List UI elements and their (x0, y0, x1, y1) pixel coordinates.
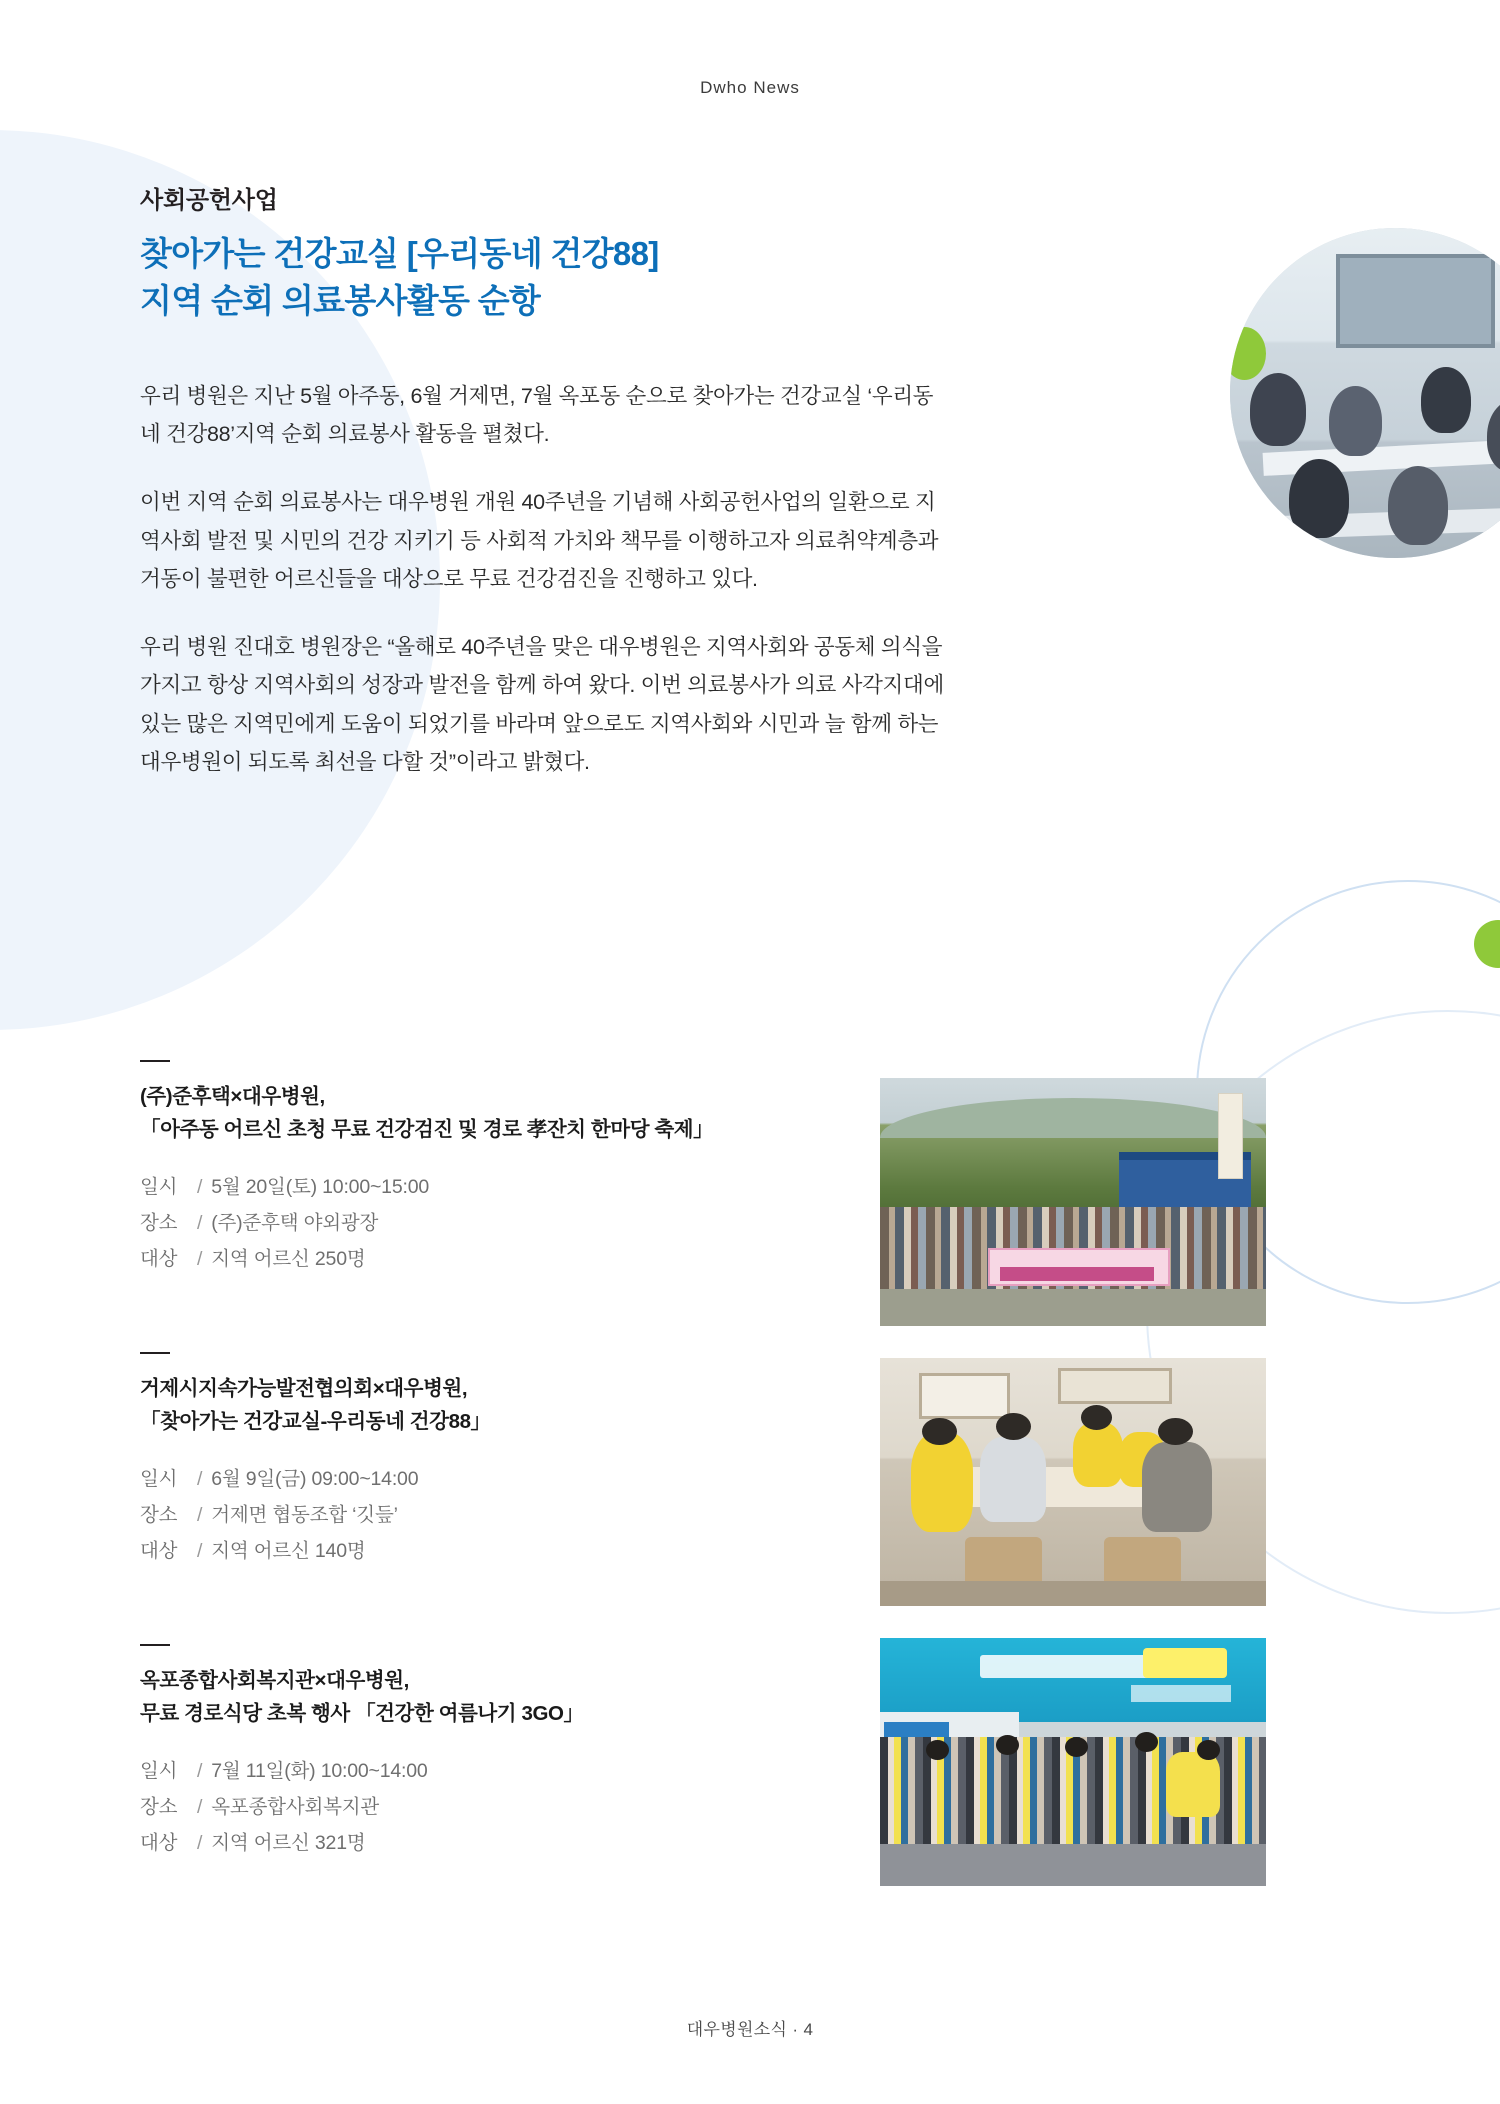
photo-wall-frame (919, 1373, 1010, 1419)
detail-row (140, 1534, 840, 1570)
photo-person-head (926, 1740, 949, 1760)
photo-okpo-3go-event (880, 1638, 1266, 1886)
detail-row (140, 1462, 840, 1498)
photo-person-head (1158, 1418, 1193, 1445)
detail-row (140, 1826, 840, 1862)
detail-label: 대상 (140, 1540, 178, 1563)
page-number: 대우병원소식 · 4 (686, 2020, 814, 2039)
detail-row (140, 1242, 840, 1278)
photo-banner-subtext (1131, 1685, 1231, 1702)
event-list (140, 1060, 840, 1862)
divider-rule (140, 1644, 170, 1646)
detail-separator: / (197, 1468, 203, 1491)
detail-row (140, 1754, 840, 1790)
photo-volunteer-vest (1166, 1752, 1220, 1816)
photo-ajudong-festival (880, 1078, 1266, 1326)
photo-banner-3go-mark (1143, 1648, 1228, 1678)
detail-row (140, 1170, 840, 1206)
event-heading (140, 1372, 840, 1438)
detail-separator: / (197, 1176, 203, 1199)
photo-geojemyeon-checkup (880, 1358, 1266, 1606)
divider-rule (140, 1352, 170, 1354)
photo-banner-text (1000, 1267, 1154, 1282)
publication-brand: Dwho News (700, 78, 800, 97)
event-details (140, 1462, 840, 1570)
photo-volunteer-vest (911, 1432, 973, 1531)
page-title (140, 231, 1370, 325)
detail-row (140, 1206, 840, 1242)
headline-line-2: 지역 순회 의료봉사활동 순항 (140, 281, 541, 319)
photo-person-head (1135, 1732, 1158, 1752)
photo-wall-frame (1058, 1368, 1172, 1404)
detail-value: (주)준후택 야외광장 (211, 1212, 379, 1235)
photo-attendee (1421, 367, 1471, 433)
detail-value: 7월 11일(화) 10:00~14:00 (211, 1760, 428, 1783)
detail-label: 일시 (140, 1176, 178, 1199)
photo-ground (880, 1844, 1266, 1886)
detail-label: 장소 (140, 1504, 178, 1527)
detail-separator: / (197, 1796, 203, 1819)
detail-separator: / (197, 1832, 203, 1855)
detail-label: 장소 (140, 1796, 178, 1819)
article-category: 사회공헌사업 (140, 187, 278, 214)
list-item (140, 1352, 840, 1570)
detail-separator: / (197, 1504, 203, 1527)
photo-ground (880, 1289, 1266, 1326)
photo-person-head (922, 1418, 957, 1445)
paragraph: 우리 병원 진대호 병원장은 “올해로 40주년을 맞은 대우병원은 지역사회와 공동체 의식을 가지고 항상 지역사회의 성장과 발전을 함께 하여 왔다. 이번 의료봉사가 의료 사각지대에 있는 많은 지역민에게 도움이 되었기를 바라며 앞으로도 지역사회와 시민과 늘 함께 하는 대우병원이 되도록 최선을 다할 것”이라고 밝혔다. (140, 635, 944, 774)
paragraph: 우리 병원은 지난 5월 아주동, 6월 거제면, 7월 옥포동 순으로 찾아가는 건강교실 ‘우리동네 건강88’지역 순회 의료봉사 활동을 펼쳤다. (140, 383, 934, 446)
divider-rule (140, 1060, 170, 1062)
event-title: 「찾아가는 건강교실-우리동네 건강88」 (140, 1410, 491, 1434)
event-organizer: 옥포종합사회복지관×대우병원, (140, 1669, 409, 1693)
detail-separator: / (197, 1248, 203, 1271)
event-organizer: 거제시지속가능발전협의회×대우병원, (140, 1377, 468, 1401)
photo-person-head (1197, 1740, 1220, 1760)
event-title: 「아주동 어르신 초청 무료 건강검진 및 경로 孝잔치 한마당 축제」 (140, 1118, 714, 1142)
photo-attendee (1388, 466, 1447, 545)
detail-separator: / (197, 1212, 203, 1235)
event-heading (140, 1664, 840, 1730)
article-body (140, 180, 1370, 781)
detail-row (140, 1790, 840, 1826)
detail-value: 지역 어르신 140명 (211, 1540, 366, 1563)
article-paragraphs (140, 377, 1370, 781)
photo-participant (1142, 1442, 1211, 1531)
event-details (140, 1754, 840, 1862)
detail-value: 옥포종합사회복지관 (211, 1796, 380, 1819)
detail-label: 일시 (140, 1760, 178, 1783)
detail-separator: / (197, 1540, 203, 1563)
photo-participant (980, 1437, 1046, 1521)
photo-person-head (996, 1413, 1031, 1440)
detail-value: 6월 9일(금) 09:00~14:00 (211, 1468, 419, 1491)
detail-label: 대상 (140, 1248, 178, 1271)
detail-value: 지역 어르신 321명 (211, 1832, 366, 1855)
detail-value: 지역 어르신 250명 (211, 1248, 366, 1271)
detail-label: 대상 (140, 1832, 178, 1855)
photo-volunteer-vest (1073, 1422, 1123, 1486)
event-heading (140, 1080, 840, 1146)
photo-vertical-banner (1218, 1093, 1243, 1179)
page-footer (0, 2015, 1500, 2040)
photo-person-head (996, 1735, 1019, 1755)
detail-row (140, 1498, 840, 1534)
photo-column (880, 1078, 1266, 1886)
detail-label: 일시 (140, 1468, 178, 1491)
detail-separator: / (197, 1760, 203, 1783)
photo-floor (880, 1581, 1266, 1606)
detail-value: 거제면 협동조합 ‘깃듶’ (211, 1504, 398, 1527)
event-title: 무료 경로식당 초복 행사 「건강한 여름나기 3GO」 (140, 1702, 584, 1726)
photo-person-head (1081, 1405, 1112, 1430)
list-item (140, 1060, 840, 1278)
event-details (140, 1170, 840, 1278)
headline-line-1: 찾아가는 건강교실 [우리동네 건강88] (140, 235, 659, 272)
paragraph: 이번 지역 순회 의료봉사는 대우병원 개원 40주년을 기념해 사회공헌사업의 일환으로 지역사회 발전 및 시민의 건강 지키기 등 사회적 가치와 책무를 이행하고자 의료취약계층과 거동이 불편한 어르신들을 대상으로 무료 건강검진을 진행하고 있다. (140, 490, 939, 591)
detail-value: 5월 20일(토) 10:00~15:00 (211, 1176, 429, 1199)
detail-label: 장소 (140, 1212, 178, 1235)
running-header (0, 78, 1500, 98)
photo-banner-headline (980, 1655, 1165, 1677)
event-organizer: (주)준후택×대우병원, (140, 1085, 325, 1108)
list-item (140, 1644, 840, 1862)
